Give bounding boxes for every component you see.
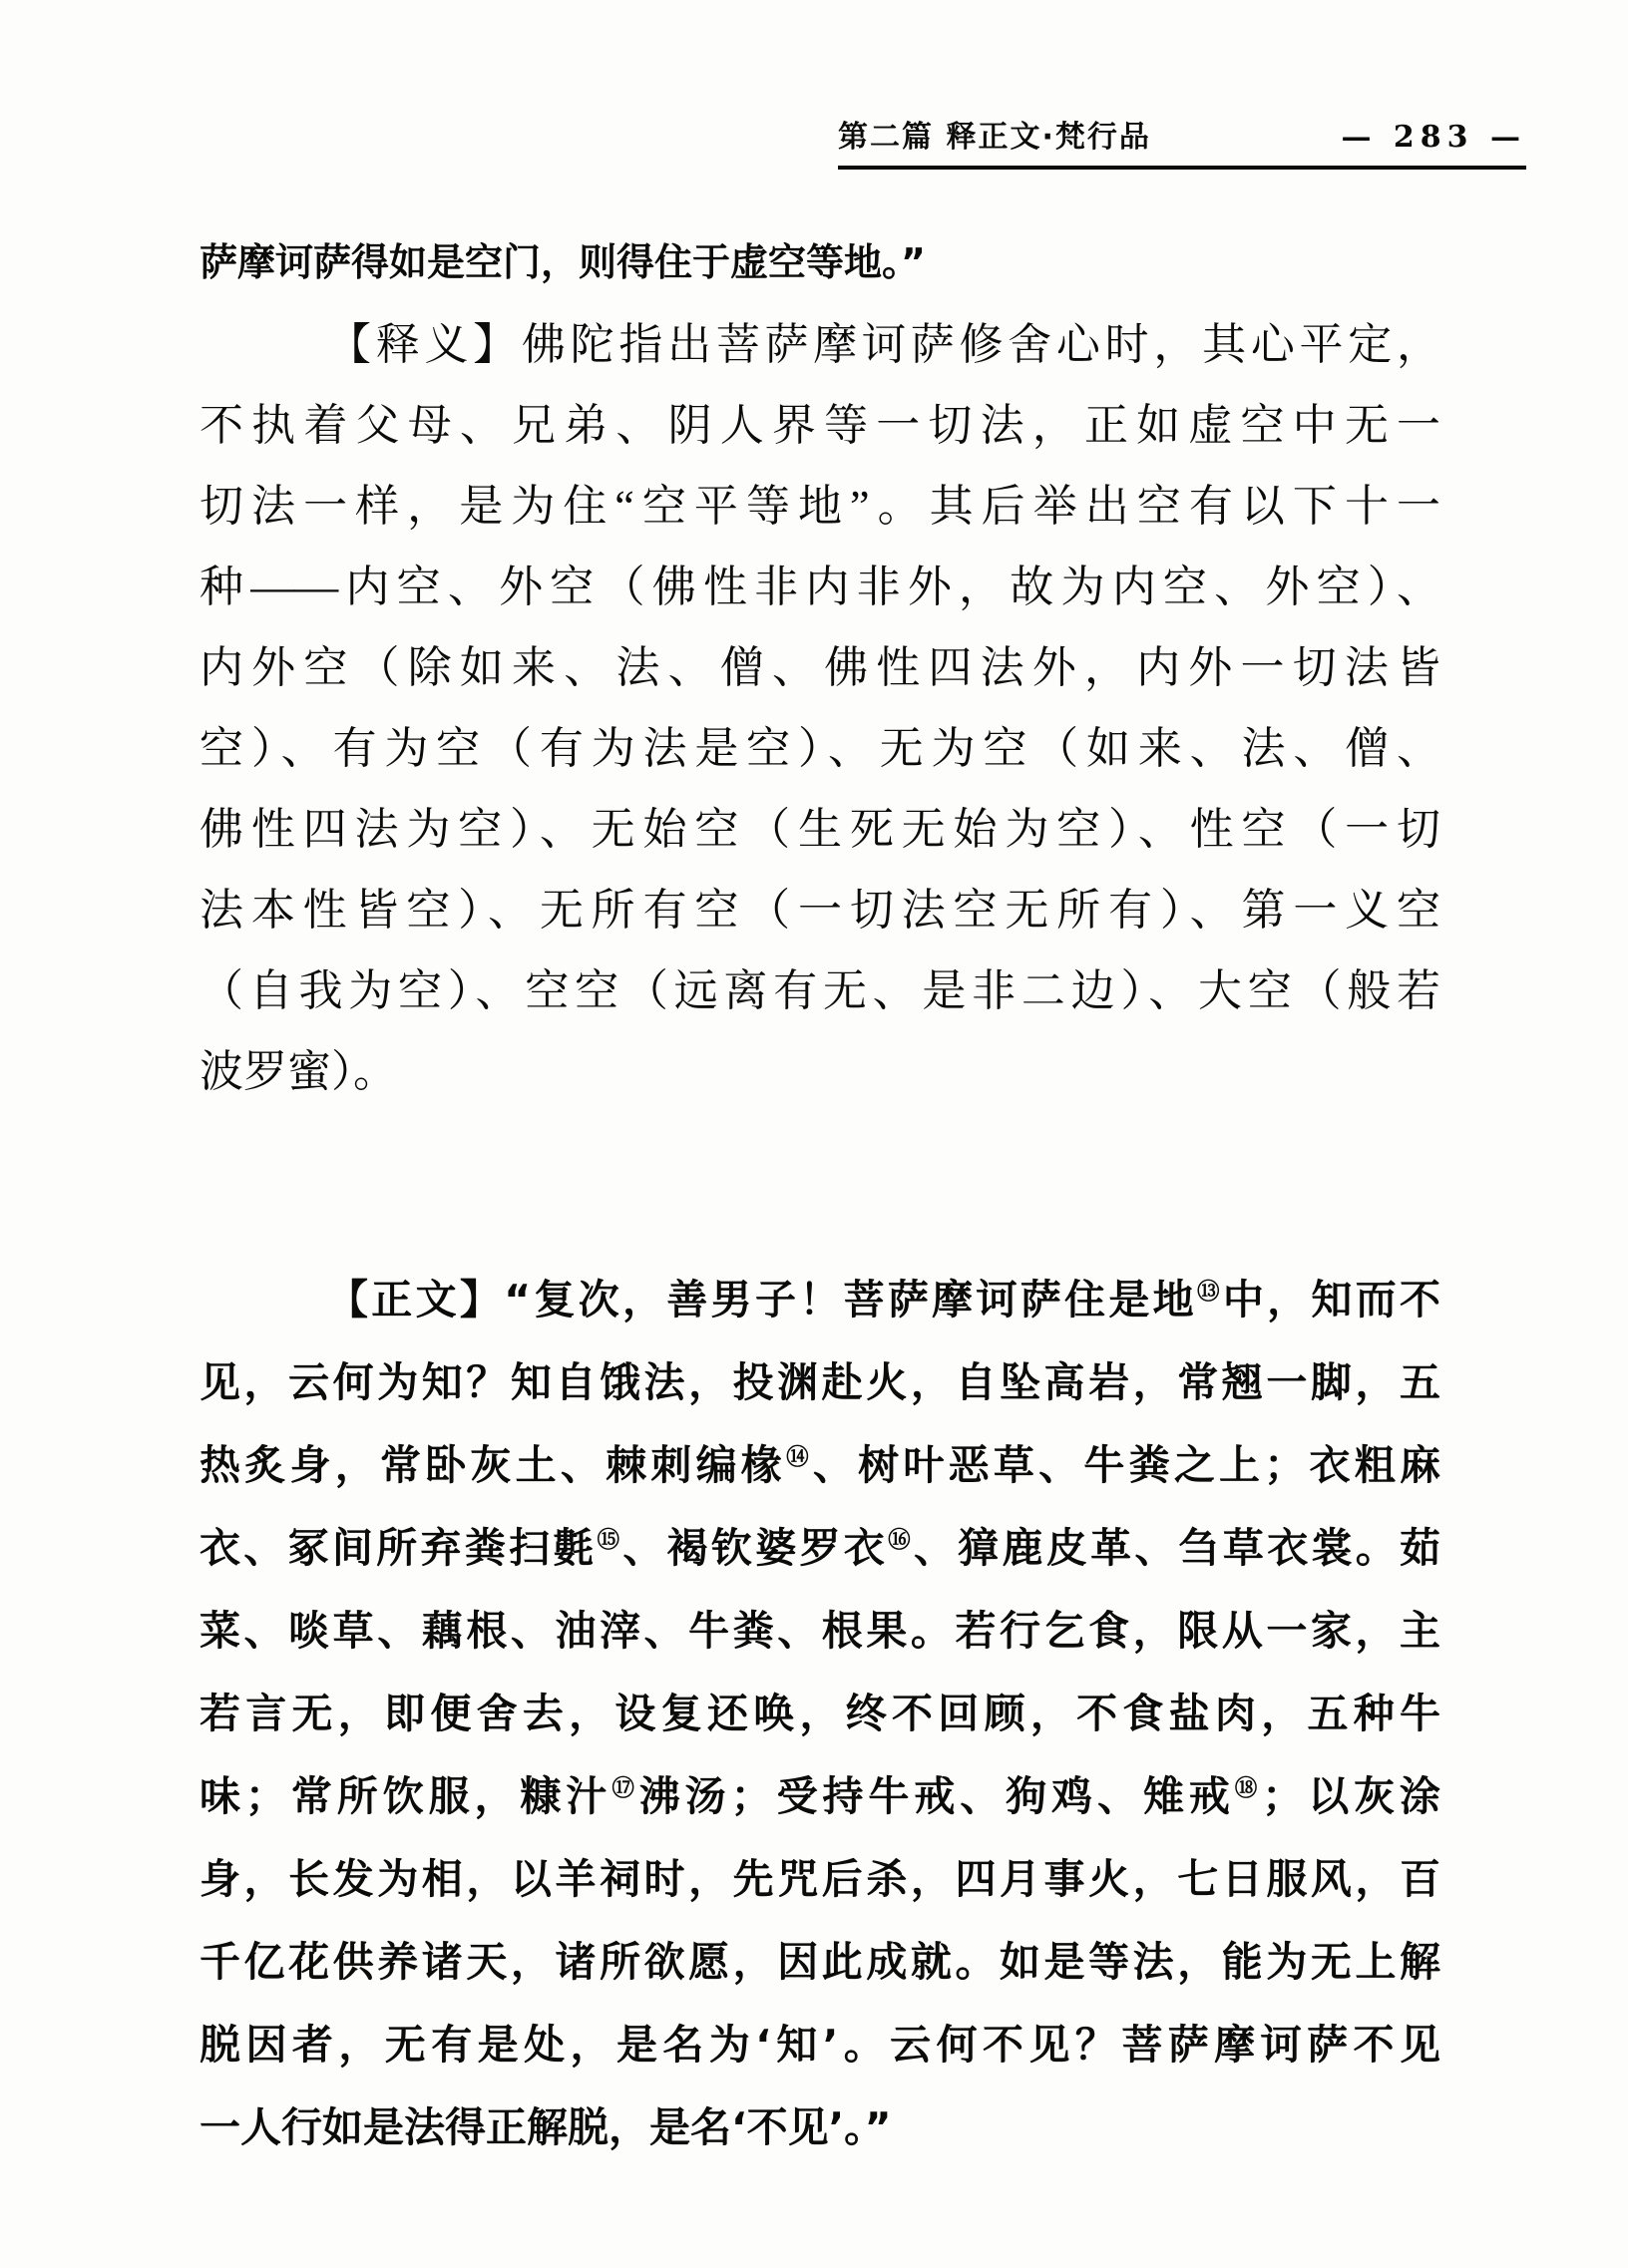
text-line: 法本性皆空）、无所有空（一切法空无所有）、第一义空 bbox=[200, 886, 1440, 935]
header-row bbox=[838, 112, 1526, 170]
chapter-title: 第二篇 释正文·梵行品 bbox=[838, 120, 1151, 155]
text-line: 内外空（除如来、法、僧、佛性四法外，内外一切法皆 bbox=[200, 643, 1440, 692]
text-line: 千亿花供养诸天，诸所欲愿，因此成就。如是等法，能为无上解 bbox=[200, 1938, 1440, 1986]
text-line: 种——内空、外空（佛性非内非外，故为内空、外空）、 bbox=[200, 563, 1440, 611]
commentary-paragraph bbox=[200, 304, 1440, 1112]
text-line: 脱因者，无有是处，是名为‘知’。云何不见？菩萨摩诃萨不见 bbox=[200, 2021, 1440, 2069]
text-line: 味；常所饮服，糠汁⑰沸汤；受持牛戒、狗鸡、雉戒⑱；以灰涂 bbox=[200, 1772, 1440, 1820]
page-number: — 283 — bbox=[1341, 120, 1526, 155]
text-line: 空）、有为空（有为法是空）、无为空（如来、法、僧、 bbox=[200, 724, 1440, 773]
text-line: 若言无，即便舍去，设复还唤，终不回顾，不食盐肉，五种牛 bbox=[200, 1690, 1440, 1737]
text-line: 切法一样，是为住“空平等地”。其后举出空有以下十一 bbox=[200, 482, 1440, 531]
text-line: （自我为空）、空空（远离有无、是非二边）、大空（般若 bbox=[200, 966, 1440, 1015]
opening-quote-line: 萨摩诃萨得如是空门，则得住于虚空等地。” bbox=[200, 240, 926, 284]
text-line: 见，云何为知？知自饿法，投渊赴火，自坠高岩，常翘一脚，五 bbox=[200, 1358, 1440, 1406]
text-line: 菜、啖草、藕根、油滓、牛粪、根果。若行乞食，限从一家，主 bbox=[200, 1607, 1440, 1655]
text-line: 衣、冢间所弃粪扫氀⑮、褐钦婆罗衣⑯、獐鹿皮革、刍草衣裳。茹 bbox=[200, 1524, 1440, 1572]
text-line: 不执着父母、兄弟、阴人界等一切法，正如虚空中无一 bbox=[200, 401, 1440, 450]
text-line: 一人行如是法得正解脱，是名‘不见’。” bbox=[200, 2103, 892, 2151]
text-line: 波罗蜜）。 bbox=[200, 1047, 397, 1096]
text-line: 【正文】“复次，善男子！菩萨摩诃萨住是地⑬中，知而不 bbox=[327, 1276, 1440, 1323]
text-line: 佛性四法为空）、无始空（生死无始为空）、性空（一切 bbox=[200, 805, 1440, 854]
text-line: 【释义】佛陀指出菩萨摩诃萨修舍心时，其心平定， bbox=[327, 320, 1440, 369]
scripture-paragraph bbox=[200, 1259, 1440, 2169]
page-header bbox=[838, 112, 1526, 170]
text-line: 身，长发为相，以羊祠时，先咒后杀，四月事火，七日服风，百 bbox=[200, 1855, 1440, 1903]
text-line: 热炙身，常卧灰土、棘刺编椽⑭、树叶恶草、牛粪之上；衣粗麻 bbox=[200, 1441, 1440, 1489]
